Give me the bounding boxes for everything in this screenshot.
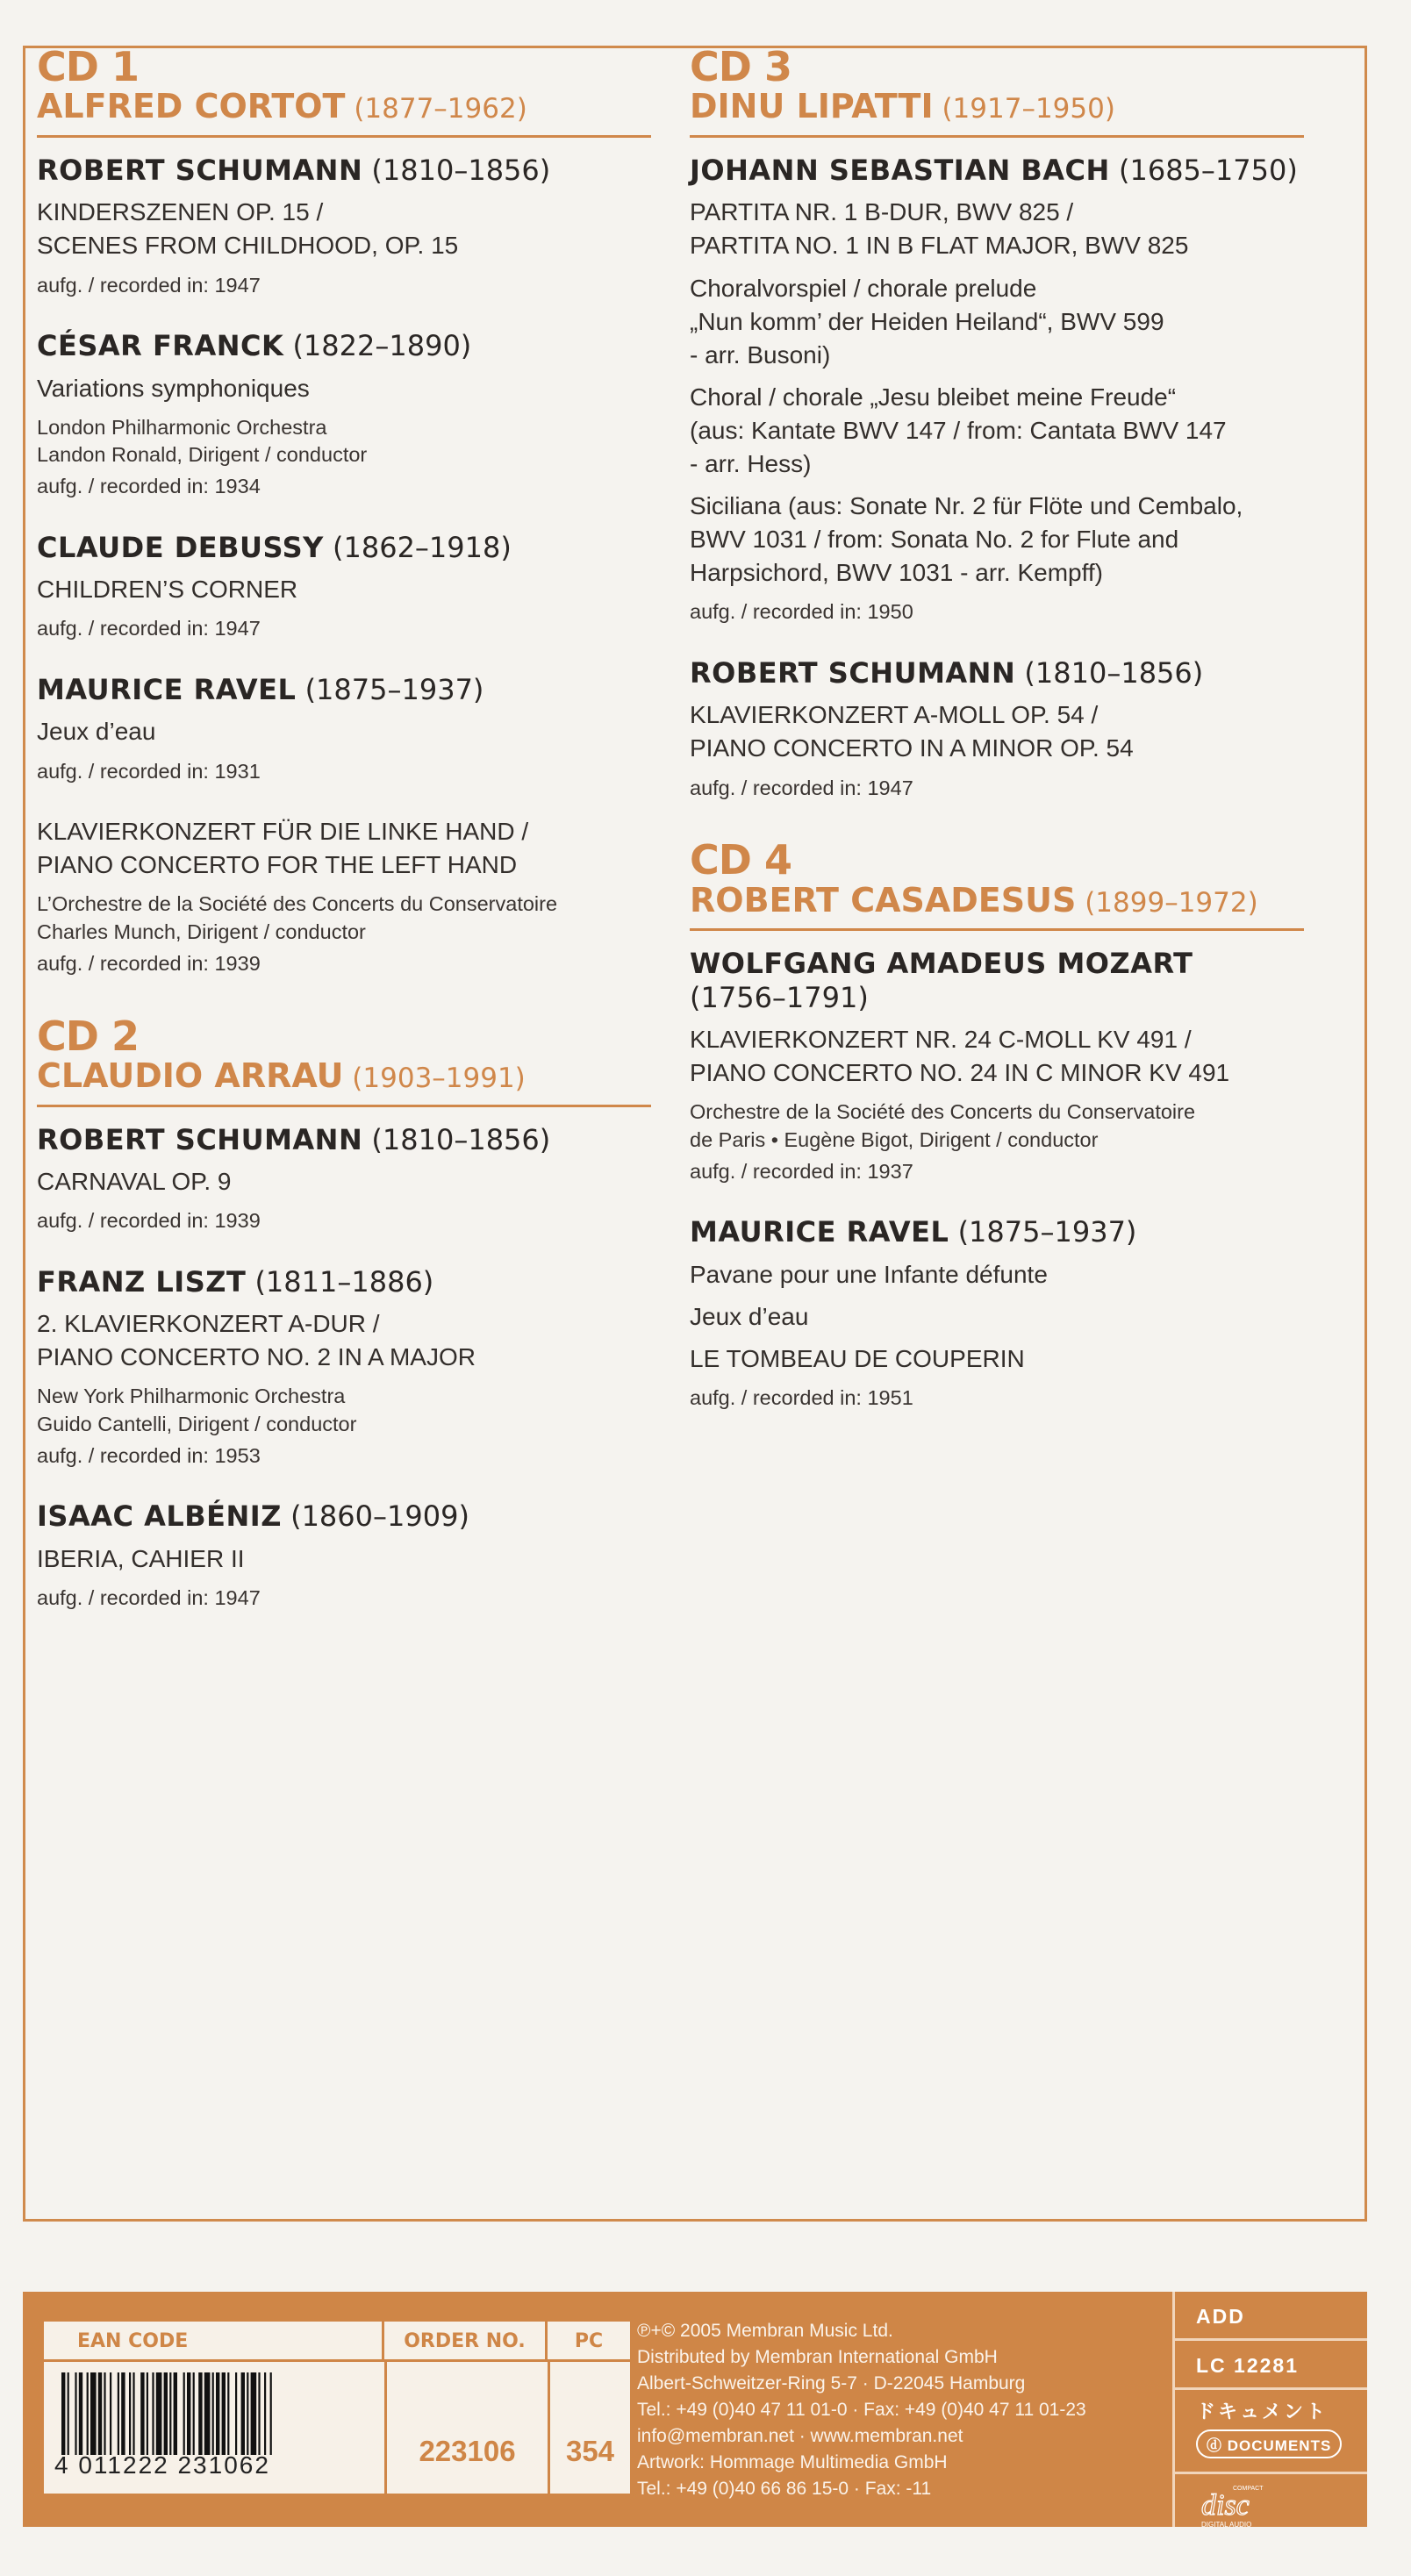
recording-year: aufg. / recorded in: 1947 — [690, 776, 913, 799]
piece-title: Variations symphoniques — [37, 374, 310, 402]
composer-heading — [690, 1215, 1304, 1249]
pc-number: 354 — [548, 2409, 630, 2494]
barcode-bar — [129, 2372, 131, 2455]
composer-heading — [37, 329, 651, 362]
composer-name: JOHANN SEBASTIAN BACH — [690, 153, 1110, 187]
barcode-bar — [251, 2372, 257, 2455]
right-column — [690, 43, 1304, 1442]
composer-name: ROBERT SCHUMANN — [37, 1122, 363, 1156]
composer-name: ROBERT SCHUMANN — [690, 655, 1016, 690]
composer-name: MAURICE RAVEL — [37, 673, 297, 707]
order-label: ORDER NO. — [384, 2322, 548, 2362]
work-entry — [37, 1265, 651, 1470]
composer-years: (1810–1856) — [371, 1122, 551, 1156]
svg-text:DIGITAL AUDIO: DIGITAL AUDIO — [1201, 2521, 1252, 2529]
artist-years: (1917–1950) — [933, 93, 1115, 125]
piece-title: Choralvorspiel / chorale prelude „Nun komm’ der Heiden Heiland“, BWV 599 - arr. Busoni) — [690, 274, 1164, 369]
recording-year: aufg. / recorded in: 1953 — [37, 1443, 261, 1467]
publisher-line: Artwork: Hommage Multimedia GmbH — [637, 2452, 948, 2473]
cd-section — [690, 43, 1304, 802]
recording-year: aufg. / recorded in: 1947 — [37, 273, 261, 297]
publisher-line: ℗+© 2005 Membran Music Ltd. — [637, 2321, 893, 2341]
barcode-bar — [104, 2372, 105, 2455]
badges — [1172, 2292, 1367, 2527]
piece-title: Choral / chorale „Jesu bleibet meine Freude“ (aus: Kantate BWV 147 / from: Cantata BWV 147 - arr. Hess) — [690, 383, 1227, 477]
barcode-bar — [198, 2372, 202, 2455]
recording-year: aufg. / recorded in: 1947 — [37, 1585, 261, 1609]
piece-title: KLAVIERKONZERT FÜR DIE LINKE HAND / PIANO CONCERTO FOR THE LEFT HAND — [37, 818, 529, 879]
work-entry — [37, 815, 651, 977]
cd-section — [37, 1012, 651, 1613]
compact-disc-icon — [1196, 2481, 1293, 2532]
work-entry — [37, 329, 651, 501]
barcode-bar — [87, 2372, 89, 2455]
barcode-bar — [169, 2372, 171, 2455]
cd-number: CD 1 — [37, 43, 139, 90]
recording-year: aufg. / recorded in: 1939 — [37, 1209, 261, 1233]
documents-badge — [1175, 2390, 1367, 2474]
barcode-bar — [164, 2372, 168, 2455]
left-column — [37, 43, 651, 1642]
recording-year: aufg. / recorded in: 1951 — [690, 1385, 913, 1409]
composer-years: (1822–1890) — [292, 329, 472, 363]
piece-title: CHILDREN’S CORNER — [37, 576, 298, 604]
barcode — [61, 2372, 370, 2455]
barcode-bar — [152, 2372, 154, 2455]
barcode-bar — [140, 2372, 144, 2455]
composer-years: (1811–1886) — [254, 1264, 434, 1299]
documents-icon: ⓓ — [1207, 2437, 1222, 2454]
documents-japanese: ドキュメント — [1196, 2401, 1329, 2422]
svg-text:COMPACT: COMPACT — [1233, 2486, 1264, 2492]
piece-title: PARTITA NR. 1 B-DUR, BWV 825 / PARTITA NO. 1 IN B FLAT MAJOR, BWV 825 — [690, 198, 1189, 260]
composer-years: (1810–1856) — [371, 153, 551, 187]
ean-digits: 4 011222 231062 — [54, 2451, 270, 2479]
cd-artist — [37, 1057, 651, 1107]
performers: New York Philharmonic Orchestra Guido Cantelli, Dirigent / conductor — [37, 1385, 357, 1435]
barcode-bar — [121, 2372, 125, 2455]
work-entry — [690, 947, 1304, 1185]
composer-name: ROBERT SCHUMANN — [37, 153, 363, 187]
composer-years: (1875–1937) — [957, 1215, 1137, 1249]
artist-name: DINU LIPATTI — [690, 87, 934, 126]
artist-years: (1877–1962) — [345, 93, 527, 125]
barcode-bar — [147, 2372, 148, 2455]
artist-years: (1903–1991) — [343, 1062, 526, 1094]
composer-heading — [37, 1499, 651, 1533]
artist-name: ALFRED CORTOT — [37, 87, 346, 126]
barcode-bar — [216, 2372, 219, 2455]
piece-title: KLAVIERKONZERT A-MOLL OP. 54 / PIANO CONCERTO IN A MINOR OP. 54 — [690, 701, 1134, 762]
cd-artist — [690, 88, 1304, 138]
piece-title: Siciliana (aus: Sonate Nr. 2 für Flöte und Cembalo, BWV 1031 / from: Sonata No. 2 for Flute and Harpsichord, BWV 1031 - arr. Kempff) — [690, 492, 1243, 587]
barcode-bar — [212, 2372, 214, 2455]
label-code-badge: LC 12281 — [1175, 2341, 1367, 2390]
barcode-bar — [204, 2372, 211, 2455]
composer-name: MAURICE RAVEL — [690, 1215, 949, 1249]
composer-years: (1756–1791) — [690, 980, 869, 1014]
recording-year: aufg. / recorded in: 1947 — [37, 617, 261, 640]
cd-number: CD 4 — [690, 836, 791, 884]
work-entry — [37, 154, 651, 299]
barcode-bar — [193, 2372, 195, 2455]
piece-title: 2. KLAVIERKONZERT A-DUR / PIANO CONCERTO NO. 2 IN A MAJOR — [37, 1310, 476, 1371]
barcode-bar — [222, 2372, 226, 2455]
composer-heading — [37, 1123, 651, 1156]
work-entry — [690, 1215, 1304, 1412]
publisher-line: Tel.: +49 (0)40 47 11 01-0 · Fax: +49 (0)40 47 11 01-23 — [637, 2400, 1086, 2421]
composer-years: (1875–1937) — [304, 673, 484, 707]
barcode-bar — [90, 2372, 97, 2455]
piece-title: LE TOMBEAU DE COUPERIN — [690, 1344, 1025, 1372]
barcode-bar — [183, 2372, 185, 2455]
order-number: 223106 — [384, 2409, 548, 2494]
code-box — [44, 2322, 630, 2494]
publisher-info — [637, 2318, 1181, 2502]
piece-title: Pavane pour une Infante défunte — [690, 1260, 1048, 1288]
work-entry — [690, 154, 1304, 626]
composer-name: FRANZ LISZT — [37, 1264, 247, 1299]
performers: Orchestre de la Société des Concerts du Conservatoire de Paris • Eugène Bigot, Dirigent / conductor — [690, 1100, 1196, 1151]
compact-disc-logo — [1175, 2474, 1367, 2527]
piece-title: Jeux d’eau — [37, 718, 156, 746]
barcode-bar — [68, 2372, 69, 2455]
barcode-bar — [187, 2372, 190, 2455]
composer-heading — [37, 531, 651, 564]
composer-name: WOLFGANG AMADEUS MOZART — [690, 947, 1193, 981]
barcode-bar — [264, 2372, 266, 2455]
composer-name: ISAAC ALBÉNIZ — [37, 1499, 282, 1534]
publisher-line: Tel.: +49 (0)40 66 86 15-0 · Fax: -11 — [637, 2479, 932, 2500]
cd-number: CD 2 — [37, 1012, 139, 1060]
artist-name: CLAUDIO ARRAU — [37, 1055, 344, 1095]
composer-years: (1862–1918) — [333, 530, 512, 564]
add-badge: ADD — [1175, 2292, 1367, 2341]
pc-label: PC — [548, 2322, 630, 2362]
composer-years: (1685–1750) — [1118, 153, 1298, 187]
cd-number: CD 3 — [690, 43, 791, 90]
piece-title: KLAVIERKONZERT NR. 24 C-MOLL KV 491 / PIANO CONCERTO NO. 24 IN C MINOR KV 491 — [690, 1025, 1230, 1087]
composer-heading — [690, 656, 1304, 690]
publisher-line: Albert-Schweitzer-Ring 5-7 · D-22045 Hamburg — [637, 2373, 1026, 2394]
recording-year: aufg. / recorded in: 1934 — [37, 475, 261, 498]
cd-section — [690, 836, 1304, 1412]
documents-text: DOCUMENTS — [1227, 2437, 1332, 2454]
piece-title: KINDERSZENEN OP. 15 / SCENES FROM CHILDHOOD, OP. 15 — [37, 198, 459, 260]
cd-section — [37, 43, 651, 978]
barcode-bar — [133, 2372, 134, 2455]
barcode-bar — [79, 2372, 82, 2455]
composer-heading — [690, 947, 1304, 1014]
piece-title: CARNAVAL OP. 9 — [37, 1167, 232, 1195]
barcode-bar — [75, 2372, 76, 2455]
barcode-bar — [156, 2372, 162, 2455]
work-entry — [37, 673, 651, 785]
barcode-bar — [258, 2372, 260, 2455]
divider — [384, 2362, 387, 2409]
footer-band — [23, 2292, 1367, 2527]
recording-year: aufg. / recorded in: 1950 — [690, 600, 913, 624]
performers: L’Orchestre de la Société des Concerts du Conservatoire Charles Munch, Dirigent / conductor — [37, 892, 558, 944]
publisher-line: info@membran.net · www.membran.net — [637, 2426, 963, 2447]
work-entry — [690, 656, 1304, 802]
composer-years: (1860–1909) — [290, 1499, 469, 1534]
barcode-bar — [118, 2372, 119, 2455]
composer-heading — [37, 154, 651, 187]
piece-title: IBERIA, CAHIER II — [37, 1544, 245, 1572]
documents-logo — [1196, 2429, 1342, 2458]
publisher-line: Distributed by Membran International GmbH — [637, 2347, 998, 2368]
barcode-bar — [227, 2372, 229, 2455]
ean-label: EAN CODE — [44, 2322, 384, 2362]
work-entry — [37, 531, 651, 643]
barcode-bar — [110, 2372, 111, 2455]
barcode-bar — [235, 2372, 237, 2455]
svg-text:disc: disc — [1201, 2489, 1250, 2522]
composer-years: (1810–1856) — [1024, 655, 1204, 690]
work-entry — [37, 1123, 651, 1235]
composer-heading — [37, 673, 651, 706]
piece-title: Jeux d’eau — [690, 1302, 809, 1330]
composer-heading — [37, 1265, 651, 1299]
cd-artist — [37, 88, 651, 138]
performers: London Philharmonic Orchestra Landon Ronald, Dirigent / conductor — [37, 415, 368, 467]
recording-year: aufg. / recorded in: 1937 — [690, 1159, 913, 1183]
barcode-bar — [174, 2372, 177, 2455]
recording-year: aufg. / recorded in: 1931 — [37, 759, 261, 783]
barcode-bar — [98, 2372, 102, 2455]
barcode-bar — [247, 2372, 248, 2455]
work-entry — [37, 1499, 651, 1612]
artist-years: (1899–1972) — [1076, 886, 1258, 919]
barcode-bar — [241, 2372, 245, 2455]
cd-artist — [690, 882, 1304, 932]
barcode-bar — [270, 2372, 272, 2455]
barcode-bar — [61, 2372, 65, 2455]
divider — [548, 2362, 550, 2409]
artist-name: ROBERT CASADESUS — [690, 880, 1077, 919]
composer-name: CLAUDE DEBUSSY — [37, 530, 324, 564]
composer-heading — [690, 154, 1304, 187]
composer-name: CÉSAR FRANCK — [37, 329, 284, 363]
recording-year: aufg. / recorded in: 1939 — [37, 951, 261, 975]
